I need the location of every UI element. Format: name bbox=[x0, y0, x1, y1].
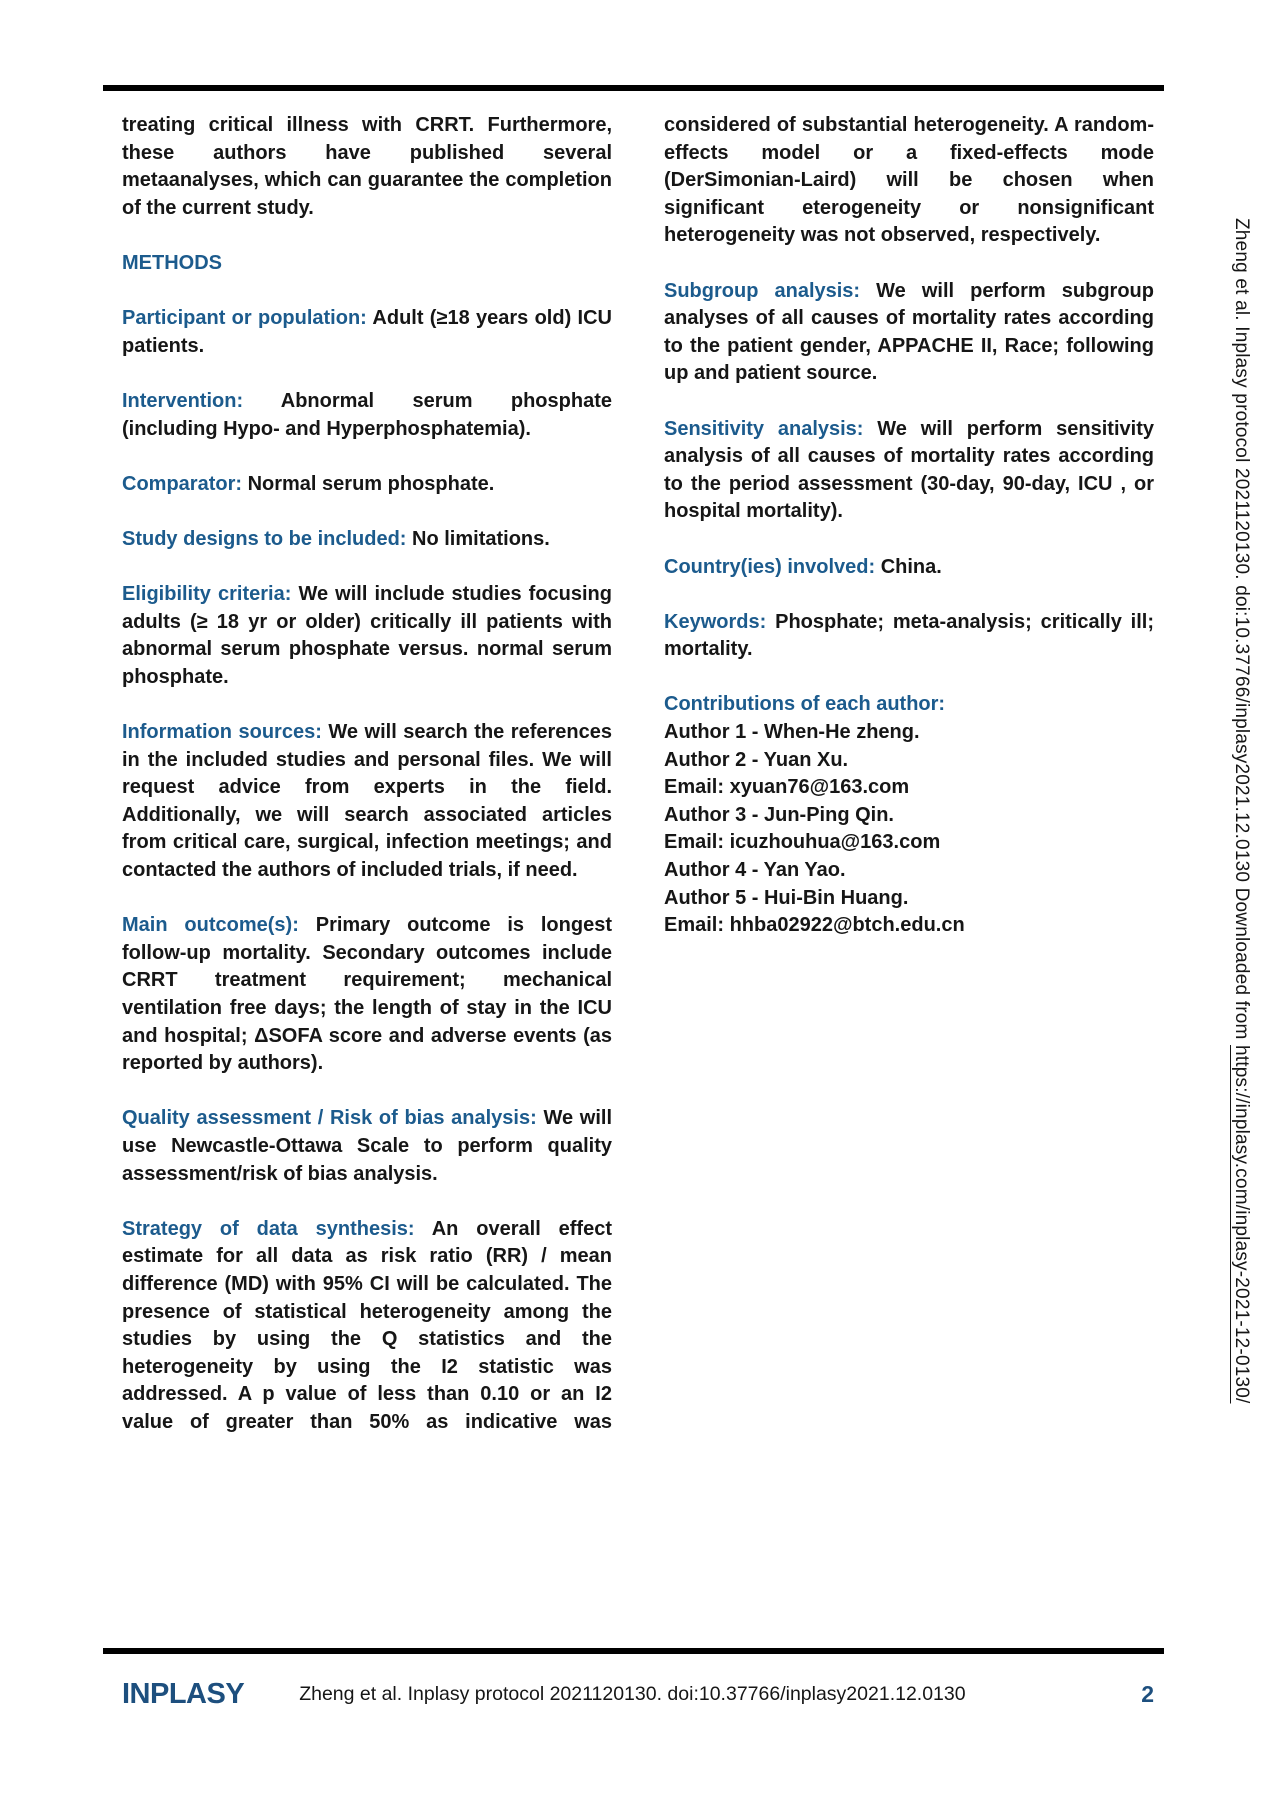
inplasy-logo: INPLASY bbox=[122, 1678, 245, 1710]
paragraph: Sensitivity analysis: We will perform sensitivity analysis of all causes of mortality rates according to the period assessment (30-day, 90-day, ICU , or hospital mortality). bbox=[664, 417, 1154, 523]
author-line: Email: xyuan76@163.com bbox=[664, 776, 910, 799]
section-label: Eligibility criteria: bbox=[122, 583, 299, 606]
paragraph bbox=[664, 691, 1154, 939]
right-column bbox=[664, 112, 1154, 967]
paragraph: Participant or population: Adult (≥18 years old) ICU patients. bbox=[122, 307, 612, 357]
sidebar-citation-text: Zheng et al. Inplasy protocol 2021120130. doi:10.37766/inplasy2021.12.0130 Downloaded from bbox=[1231, 218, 1252, 1045]
left-column bbox=[122, 112, 612, 1464]
section-label: Subgroup analysis: bbox=[664, 279, 877, 302]
section-label: Comparator: bbox=[122, 472, 248, 495]
section-label: Country(ies) involved: bbox=[664, 555, 881, 578]
paragraph: Subgroup analysis: We will perform subgroup analyses of all causes of mortality rates according to the patient gender, APPACHE II, Race; following up and patient source. bbox=[664, 279, 1154, 385]
paragraph: Country(ies) involved: China. bbox=[664, 555, 942, 578]
paragraph: Strategy of data synthesis: An overall effect estimate for all data as risk ratio (RR) / mean difference (MD) with 95% CI will be calculated. The presence of statistical heterogeneity among the studies by using the Q statistics and the heterogeneity by using the I2 statistic was addressed. A p value of less than 0.10 or an I2 value of greater than 50% as indicative was bbox=[122, 1217, 612, 1433]
paragraph: Intervention: Abnormal serum phosphate (including Hypo- and Hyperphosphatemia). bbox=[122, 389, 612, 440]
sidebar-citation bbox=[1230, 218, 1252, 1404]
paragraph: Comparator: Normal serum phosphate. bbox=[122, 472, 495, 495]
section-label: Strategy of data synthesis: bbox=[122, 1217, 432, 1240]
section-label: Contributions of each author: bbox=[664, 693, 946, 716]
section-label: Keywords: bbox=[664, 610, 776, 633]
paragraph: considered of substantial heterogeneity. A random-effects model or a fixed-effects mode (DerSimonian-Laird) will be chosen when significant eterogeneity or nonsignificant heterogeneity was not observed, respectively. bbox=[664, 114, 1154, 247]
author-line: Author 1 - When-He zheng. bbox=[664, 721, 920, 744]
section-label: Participant or population: bbox=[122, 307, 373, 330]
footer-rule bbox=[103, 1648, 1164, 1654]
section-label: Intervention: bbox=[122, 389, 281, 412]
top-rule bbox=[103, 85, 1164, 91]
section-label: Main outcome(s): bbox=[122, 914, 316, 937]
author-line: Author 3 - Jun-Ping Qin. bbox=[664, 803, 894, 826]
paragraph: Quality assessment / Risk of bias analysis: We will use Newcastle-Ottawa Scale to perform quality assessment/risk of bias analysis. bbox=[122, 1107, 613, 1185]
paragraph: Information sources: We will search the references in the included studies and personal files. We will request advice from experts in the field. Additionally, we will search associated articles from critical care, surgical, infection meetings; and contacted the authors of included trials, if need. bbox=[122, 721, 612, 882]
footer bbox=[122, 1678, 1154, 1711]
paragraph: Main outcome(s): Primary outcome is longest follow-up mortality. Secondary outcomes include CRRT treatment requirement; mechanical ventilation free days; the length of stay in the ICU and hospital; ΔSOFA score and adverse events (as reported by authors). bbox=[122, 914, 612, 1075]
section-label: Sensitivity analysis: bbox=[664, 417, 878, 440]
paragraph: Study designs to be included: No limitations. bbox=[122, 527, 550, 550]
author-line: Author 4 - Yan Yao. bbox=[664, 859, 846, 882]
page-number: 2 bbox=[1141, 1681, 1154, 1707]
author-line: Email: icuzhouhua@163.com bbox=[664, 831, 941, 854]
section-label: Study designs to be included: bbox=[122, 527, 413, 550]
paragraph: Eligibility criteria: We will include studies focusing adults (≥ 18 yr or older) critically ill patients with abnormal serum phosphate versus. normal serum phosphate. bbox=[122, 583, 612, 688]
section-label: Information sources: bbox=[122, 721, 329, 744]
section-heading: METHODS bbox=[122, 251, 222, 274]
footer-citation: Zheng et al. Inplasy protocol 2021120130. doi:10.37766/inplasy2021.12.0130 bbox=[299, 1683, 966, 1705]
author-line: Email: hhba02922@btch.edu.cn bbox=[664, 914, 965, 937]
section-label: Quality assessment / Risk of bias analysis: bbox=[122, 1107, 544, 1130]
paragraph: treating critical illness with CRRT. Furthermore, these authors have published several metaanalyses, which can guarantee the completion of the current study. bbox=[122, 114, 612, 219]
sidebar-citation-link[interactable]: https://inplasy.com/inplasy-2021-12-0130/ bbox=[1231, 1045, 1252, 1404]
author-line: Author 5 - Hui-Bin Huang. bbox=[664, 886, 909, 909]
author-line: Author 2 - Yuan Xu. bbox=[664, 748, 849, 771]
paragraph: Keywords: Phosphate; meta-analysis; critically ill; mortality. bbox=[664, 610, 1155, 661]
